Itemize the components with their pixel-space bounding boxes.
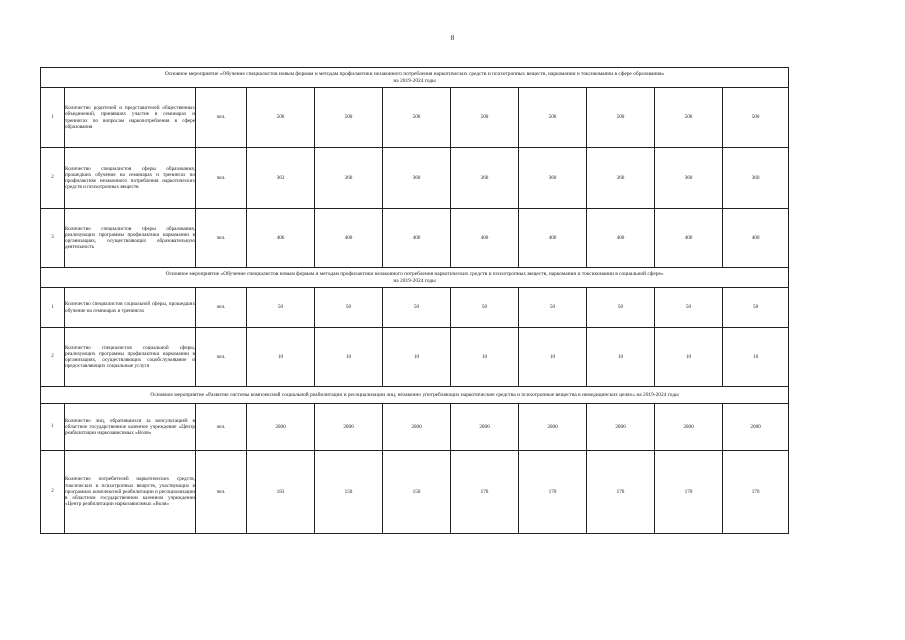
- row-number: 1: [41, 88, 65, 148]
- row-number: 1: [41, 404, 65, 451]
- indicator-name: Количество специалистов социальной сферы, реализующих программы профилактики наркомании в организациях, осуществляющих соцобслуживание и предоставляющих социальные услуги: [65, 328, 196, 387]
- value-cell: 50: [655, 288, 723, 328]
- value-cell: 170: [723, 451, 789, 534]
- indicator-name: Количество специалистов сферы образования, прошедших обучение на семинарах и тренингах по профилактике незаконного потребления наркотических средств и психотропных веществ: [65, 148, 196, 209]
- section-title: Основное мероприятие «Развитие системы комплексной социальной реабилитации и ресоциализации лиц, незаконно употребляющих наркотические средства и психотропные вещества в немедицинских целях» на 2019-2024 годы: [150, 391, 679, 398]
- value-cell: 10: [587, 328, 655, 387]
- row-number: 1: [41, 288, 65, 328]
- value-cell: 2000: [383, 404, 451, 451]
- unit-cell: чел.: [196, 148, 247, 209]
- indicator-name: Количество специалистов сферы образования, реализующих программы профилактики наркомании в организациях, осуществляющих образовательную деятельность: [65, 209, 196, 268]
- indicator-name: Количество родителей и представителей общественных объединений, принявших участие в семинарах и тренингах по вопросам наркопотребления в сфере образования: [65, 88, 196, 148]
- section-header-row: [41, 387, 789, 404]
- page-number: 8: [450, 34, 455, 42]
- unit-cell: чел.: [196, 451, 247, 534]
- value-cell: 400: [723, 209, 789, 268]
- value-cell: 10: [519, 328, 587, 387]
- value-cell: 500: [247, 88, 315, 148]
- value-cell: 2000: [247, 404, 315, 451]
- value-cell: 500: [383, 88, 451, 148]
- value-cell: 170: [655, 451, 723, 534]
- indicators-table: [40, 67, 789, 534]
- value-cell: 2000: [655, 404, 723, 451]
- section-header: [41, 68, 789, 88]
- row-number: 2: [41, 148, 65, 209]
- value-cell: 400: [519, 209, 587, 268]
- section-title: Основное мероприятие «Обучение специалистов новым формам и методам профилактики незаконного потребления наркотических средств и психотропных веществ, наркомании и токсикомании в социальной сфере»: [165, 271, 664, 278]
- value-cell: 10: [315, 328, 383, 387]
- table-row: [41, 328, 789, 387]
- value-cell: 360: [587, 148, 655, 209]
- table-row: [41, 288, 789, 328]
- value-cell: 360: [655, 148, 723, 209]
- value-cell: 170: [451, 451, 519, 534]
- value-cell: 150: [383, 451, 451, 534]
- value-cell: 500: [451, 88, 519, 148]
- value-cell: 10: [451, 328, 519, 387]
- section-header-row: [41, 68, 789, 88]
- value-cell: 2000: [723, 404, 789, 451]
- value-cell: 50: [451, 288, 519, 328]
- value-cell: 2000: [315, 404, 383, 451]
- section-period: на 2019-2024 годы: [393, 277, 436, 284]
- value-cell: 50: [315, 288, 383, 328]
- unit-cell: чел.: [196, 88, 247, 148]
- value-cell: 500: [519, 88, 587, 148]
- value-cell: 360: [383, 148, 451, 209]
- value-cell: 2000: [587, 404, 655, 451]
- value-cell: 400: [451, 209, 519, 268]
- table-row: [41, 148, 789, 209]
- table-row: [41, 209, 789, 268]
- value-cell: 50: [383, 288, 451, 328]
- value-cell: 400: [315, 209, 383, 268]
- value-cell: 50: [519, 288, 587, 328]
- value-cell: 500: [655, 88, 723, 148]
- section-title: Основное мероприятие «Обучение специалистов новым формам и методам профилактики незаконного потребления наркотических средств и психотропных веществ, наркомании и токсикомании в сфере образования»: [164, 71, 665, 78]
- value-cell: 360: [519, 148, 587, 209]
- indicator-name: Количество лиц, обратившихся за консультацией в областное государственное казенное учреждение «Центр реабилитации наркозависимых «Воля»: [65, 404, 196, 451]
- value-cell: 150: [315, 451, 383, 534]
- value-cell: 2000: [451, 404, 519, 451]
- value-cell: 170: [587, 451, 655, 534]
- value-cell: 50: [723, 288, 789, 328]
- value-cell: 406: [247, 209, 315, 268]
- unit-cell: чел.: [196, 404, 247, 451]
- table-row: [41, 88, 789, 148]
- value-cell: 2000: [519, 404, 587, 451]
- row-number: 2: [41, 451, 65, 534]
- value-cell: 360: [315, 148, 383, 209]
- indicator-name: Количество специалистов социальной сферы, прошедших обучение на семинарах и тренингах: [65, 288, 196, 328]
- unit-cell: чел.: [196, 288, 247, 328]
- value-cell: 170: [519, 451, 587, 534]
- value-cell: 500: [587, 88, 655, 148]
- value-cell: 400: [383, 209, 451, 268]
- table-row: [41, 404, 789, 451]
- value-cell: 10: [247, 328, 315, 387]
- value-cell: 500: [315, 88, 383, 148]
- value-cell: 360: [451, 148, 519, 209]
- section-header: [41, 387, 789, 404]
- section-header-row: [41, 268, 789, 288]
- row-number: 3: [41, 209, 65, 268]
- value-cell: 10: [655, 328, 723, 387]
- value-cell: 500: [723, 88, 789, 148]
- value-cell: 400: [655, 209, 723, 268]
- table-row: [41, 451, 789, 534]
- indicator-name: Количество потребителей наркотических средств, токсических и психотропных веществ, участвующих в программах комплексной реабилитации и ресоциализации в областном государственном казенном учреждении «Центр реабилитации наркозависимых «Воля»: [65, 451, 196, 534]
- unit-cell: чел.: [196, 209, 247, 268]
- value-cell: 363: [247, 148, 315, 209]
- row-number: 2: [41, 328, 65, 387]
- value-cell: 400: [587, 209, 655, 268]
- value-cell: 10: [383, 328, 451, 387]
- section-header: [41, 268, 789, 288]
- value-cell: 50: [247, 288, 315, 328]
- value-cell: 50: [587, 288, 655, 328]
- unit-cell: чел.: [196, 328, 247, 387]
- section-period: на 2019-2024 годы: [393, 77, 436, 84]
- value-cell: 10: [723, 328, 789, 387]
- value-cell: 360: [723, 148, 789, 209]
- value-cell: 183: [247, 451, 315, 534]
